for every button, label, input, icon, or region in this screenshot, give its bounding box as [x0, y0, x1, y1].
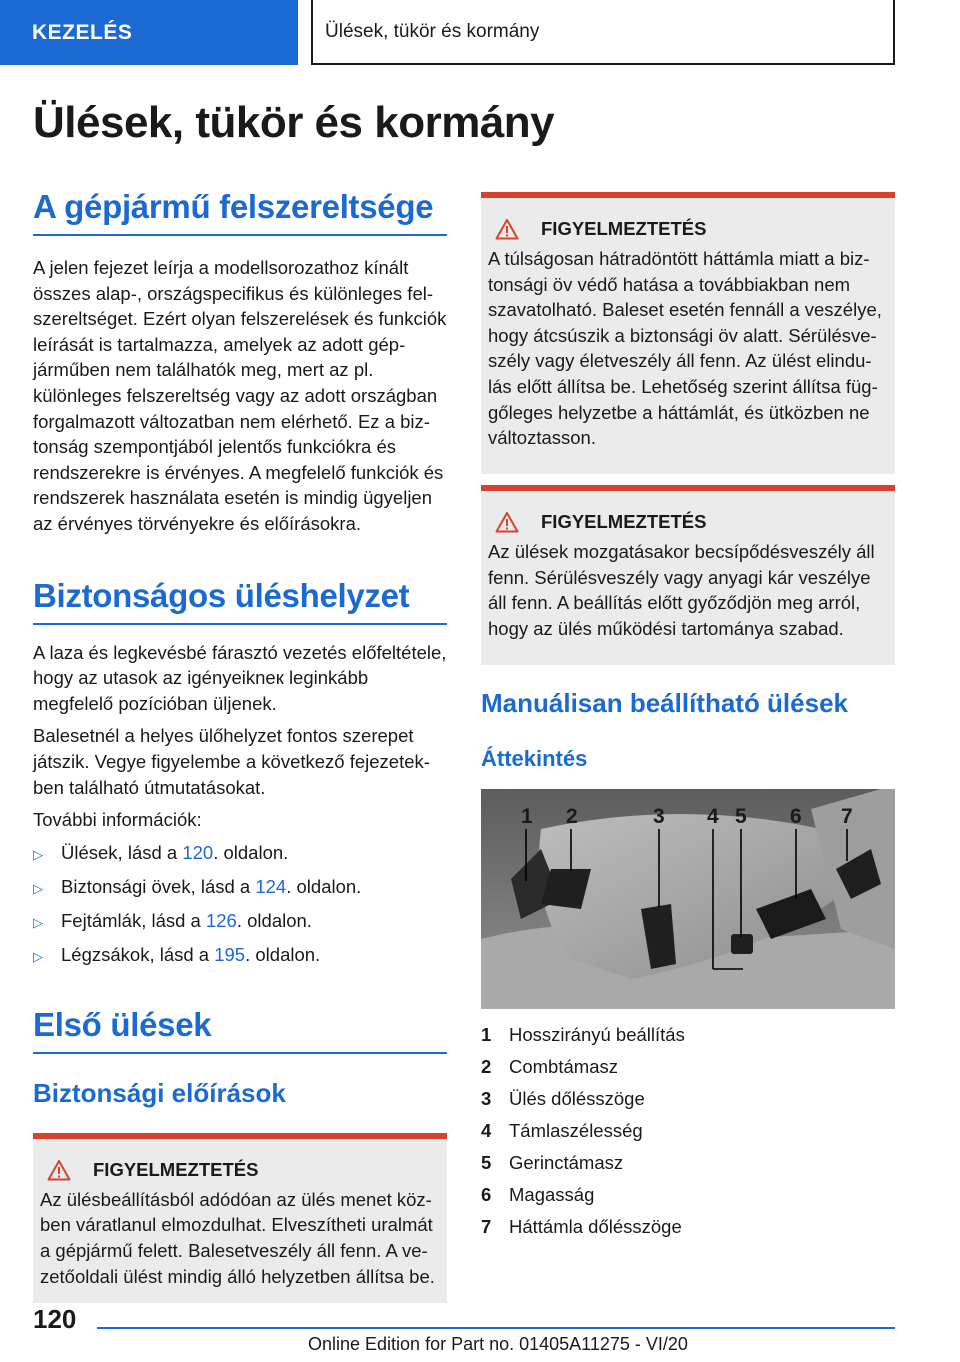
right-column — [481, 192, 895, 1246]
safe-paragraph-2: Balesetnél a helyes ülőhelyzet fontos szerepet játszik. Vegye figyelembe a következő fejezetekben található útmutatásokat. — [33, 725, 430, 798]
equipment-paragraph: A jelen fejezet leírja a modellsorozathoz kínált összes alap-, országspecifikus és különleges felszereltséget. Ezért olyan felszerelések és funkciók leírását is tartalmazza, amelyek az adott gépjárműben nem találhatók meg, mert az pl. különleges felszereltség vagy az adott országban forgalmazott változatban nem elérhető. Ez a biztonság szempontjából jelentős funkciókra és rendszerekre is érvényes. A megfelelő funkciók és rendszerek használata esetén is mindig ügyeljen az érvényes törvényekre és előírásokra. — [33, 257, 447, 534]
figure-label: 5 — [735, 805, 747, 828]
warning-triangle-icon — [488, 511, 541, 533]
seat-adjustment-figure — [481, 789, 895, 1009]
figure-label: 7 — [841, 805, 853, 828]
chapter-header: Ülések, tükör és kormány — [311, 0, 895, 65]
heading-manual-seats: Manuálisan beállítható ülések — [481, 688, 848, 718]
left-column — [33, 188, 447, 1303]
safe-paragraph-1: A laza és legkevésbé fárasztó vezetés előfeltétele, hogy az utasok az igényeikneк leginkább megfelelő pozícióban üljenek. — [33, 641, 447, 714]
warning-box — [33, 1133, 447, 1303]
heading-safe-position: Biztonságos üléshelyzet — [33, 577, 447, 625]
section-tab: KEZELÉS — [0, 0, 298, 65]
reference-item: ▷ Légzsákok, lásd a 195. oldalon. — [33, 942, 447, 970]
figure-label: 6 — [790, 805, 802, 828]
heading-front-seats: Első ülések — [33, 1006, 447, 1054]
heading-equipment: A gépjármű felszereltsége — [33, 188, 447, 236]
legend-item: 5 Gerinctámasz — [481, 1151, 624, 1173]
legend-item: 7 Háttámla dőlésszöge — [481, 1215, 682, 1237]
figure-label: 3 — [653, 805, 665, 828]
legend-item: 4 Támlaszélesség — [481, 1119, 643, 1141]
warning-text: Az ülések mozgatásakor becsípődésveszély áll fenn. Sérülésveszély vagy anyagi kár veszélye áll fenn. A beállítás előtt győződjön meg arról, hogy az ülés működési tartománya szabad. — [488, 541, 875, 639]
page-title: Ülések, tükör és kormány — [33, 98, 555, 147]
heading-overview: Áttekintés — [481, 746, 588, 771]
more-info-label: További információk: — [33, 809, 202, 831]
warning-box — [481, 485, 895, 665]
triangle-bullet-icon: ▷ — [33, 880, 43, 896]
warning-title: FIGYELMEZTETÉS — [541, 511, 707, 532]
triangle-bullet-icon: ▷ — [33, 949, 43, 965]
warning-text: Az ülésbeállításból adódóan az ülés menet közben váratlanul elmozdulhat. Elveszítheti uralmát a gépjármű felett. Balesetveszély áll fenn. A vezetőoldali ülést mindig álló helyzetben állítsa be. — [40, 1188, 435, 1287]
warning-title: FIGYELMEZTETÉS — [541, 218, 707, 239]
warning-box — [481, 192, 895, 474]
figure-legend — [481, 1022, 895, 1240]
page-link[interactable]: 195 — [214, 944, 246, 966]
heading-safety-rules: Biztonsági előírások — [33, 1077, 286, 1108]
page-number: 120 — [33, 1304, 77, 1334]
seat-illustration — [481, 789, 895, 1009]
figure-label: 4 — [707, 805, 719, 828]
warning-triangle-icon — [40, 1159, 93, 1181]
reference-item: ▷ Ülések, lásd a 120. oldalon. — [33, 840, 447, 868]
reference-list — [33, 840, 447, 970]
edition-note: Online Edition for Part no. 01405A11275 - VI/20 — [308, 1334, 688, 1354]
figure-label: 1 — [521, 805, 533, 828]
page-link[interactable]: 126 — [205, 910, 237, 932]
page-link[interactable]: 120 — [182, 841, 214, 863]
triangle-bullet-icon: ▷ — [33, 846, 43, 862]
legend-item: 1 Hosszirányú beállítás — [481, 1024, 685, 1045]
footer-divider — [97, 1327, 895, 1329]
reference-item: ▷ Biztonsági övek, lásd a 124. oldalon. — [33, 874, 447, 902]
page-link[interactable]: 124 — [255, 875, 287, 897]
warning-triangle-icon — [488, 218, 541, 240]
warning-text: A túlságosan hátradöntött háttámla miatt a biztonsági öv védő hatása a továbbiakban nem szavatolható. Baleset esetén fennáll a veszélye, hogy átcsúszik a biztonsági öv alatt. Sérülésveszély vagy életveszély áll fenn. Az ülést elindulás előtt állítsa be. Lehetőség szerint állítsa függőleges helyzetbe a háttámlát, és ütközben ne változtasson. — [488, 248, 882, 449]
warning-title: FIGYELMEZTETÉS — [93, 1158, 259, 1180]
legend-item: 2 Combtámasz — [481, 1055, 618, 1077]
reference-item: ▷ Fejtámlák, lásd a 126. oldalon. — [33, 908, 447, 936]
legend-item: 6 Magasság — [481, 1183, 595, 1205]
legend-item: 3 Ülés dőlésszöge — [481, 1087, 645, 1109]
triangle-bullet-icon: ▷ — [33, 915, 43, 931]
figure-label: 2 — [566, 805, 578, 828]
